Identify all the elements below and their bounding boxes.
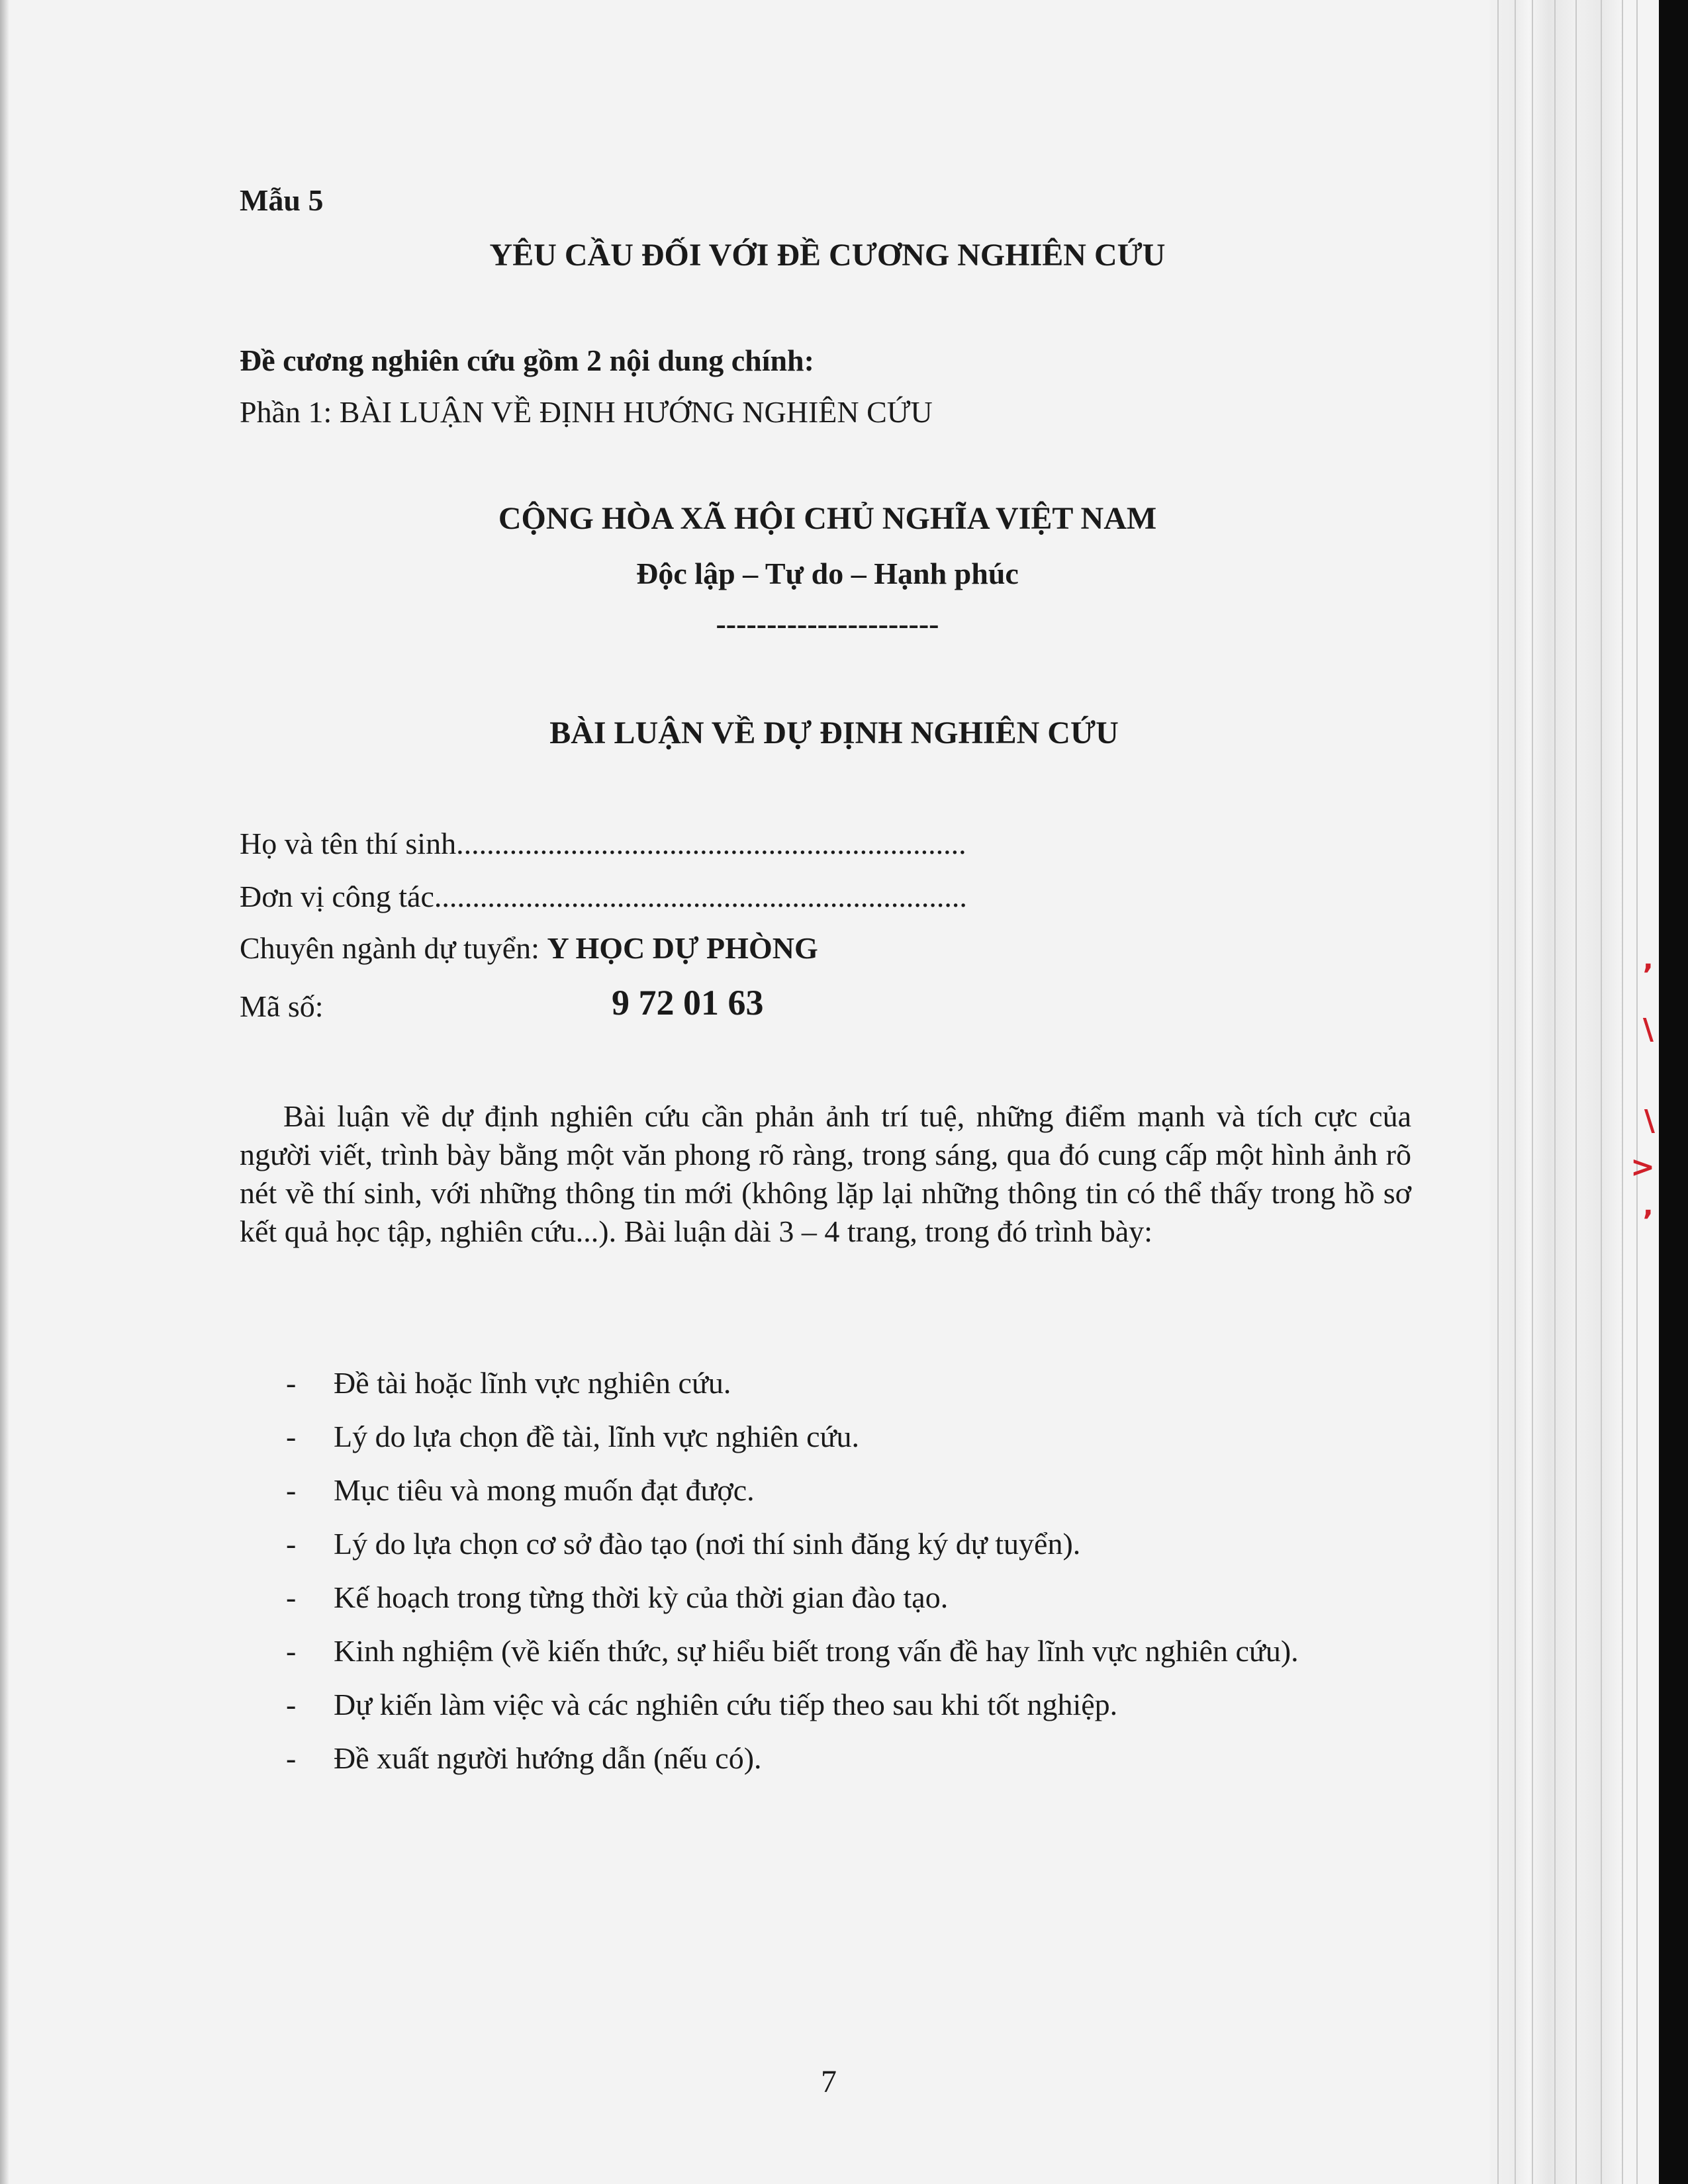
list-item-text: Mục tiêu và mong muốn đạt được.	[334, 1473, 755, 1507]
bullet-dash: -	[286, 1473, 297, 1507]
name-field	[240, 826, 966, 861]
bullet-dash: -	[286, 1420, 297, 1453]
list-item	[286, 1363, 1299, 1417]
list-item-text: Đề tài hoặc lĩnh vực nghiên cứu.	[334, 1366, 731, 1400]
org-field	[240, 879, 967, 914]
code-field-label: Mã số:	[240, 989, 324, 1023]
red-margin-mark: \	[1642, 1013, 1654, 1046]
major-field-value: Y HỌC DỰ PHÒNG	[547, 931, 818, 965]
red-margin-mark: ʼ	[1642, 958, 1654, 992]
requirements-list	[286, 1363, 1299, 1792]
bullet-dash: -	[286, 1527, 297, 1561]
name-field-dots: ...................................................................	[456, 827, 966, 860]
org-field-label: Đơn vị công tác	[240, 880, 434, 913]
list-item-text: Kinh nghiệm (về kiến thức, sự hiểu biết trong vấn đề hay lĩnh vực nghiên cứu).	[334, 1634, 1299, 1668]
list-item	[286, 1471, 1299, 1524]
part1-label: Phần 1: BÀI LUẬN VỀ ĐỊNH HƯỚNG NGHIÊN CỨU	[240, 395, 933, 429]
bullet-dash: -	[286, 1688, 297, 1721]
list-item-text: Lý do lựa chọn cơ sở đào tạo (nơi thí sinh đăng ký dự tuyển).	[334, 1527, 1081, 1561]
outline-intro: Đề cương nghiên cứu gồm 2 nội dung chính:	[240, 343, 814, 377]
red-margin-mark: \	[1644, 1104, 1655, 1138]
republic-heading: CỘNG HÒA XÃ HỘI CHỦ NGHĨA VIỆT NAM	[498, 501, 1157, 536]
list-item	[286, 1739, 1299, 1792]
list-item-text: Đề xuất người hướng dẫn (nếu có).	[334, 1741, 762, 1775]
motto: Độc lập – Tự do – Hạnh phúc	[636, 557, 1019, 590]
list-item	[286, 1685, 1299, 1739]
essay-paragraph: Bài luận về dự định nghiên cứu cần phản ảnh trí tuệ, những điểm mạnh và tích cực của người viết, trình bày bằng một văn phong rõ ràng, trong sáng, qua đó cung cấp một hình ảnh rõ nét về thí sinh, với những thông tin mới (không lặp lại những thông tin có thể thấy trong hồ sơ kết quả học tập, nghiên cứu...). Bài luận dài 3 – 4 trang, trong đó trình bày:	[240, 1099, 1411, 1248]
code-field-value: 9 72 01 63	[612, 983, 764, 1023]
list-item-text: Kế hoạch trong từng thời kỳ của thời gian đào tạo.	[334, 1580, 949, 1614]
major-field	[240, 931, 818, 966]
bullet-dash: -	[286, 1634, 297, 1668]
essay-title: BÀI LUẬN VỀ DỰ ĐỊNH NGHIÊN CỨU	[549, 715, 1119, 751]
list-item	[286, 1417, 1299, 1471]
bullet-dash: -	[286, 1741, 297, 1775]
major-field-label: Chuyên ngành dự tuyển:	[240, 931, 547, 965]
list-item-text: Lý do lựa chọn đề tài, lĩnh vực nghiên cứu.	[334, 1420, 859, 1453]
name-field-label: Họ và tên thí sinh	[240, 827, 457, 860]
separator-line: ----------------------	[716, 607, 939, 641]
list-item	[286, 1524, 1299, 1578]
bullet-dash: -	[286, 1366, 297, 1400]
list-item	[286, 1631, 1299, 1685]
main-title: YÊU CẦU ĐỐI VỚI ĐỀ CƯƠNG NGHIÊN CỨU	[489, 238, 1166, 273]
page-number: 7	[821, 2064, 837, 2099]
list-item-text: Dự kiến làm việc và các nghiên cứu tiếp theo sau khi tốt nghiệp.	[334, 1688, 1118, 1721]
form-label: Mẫu 5	[240, 183, 324, 217]
red-margin-mark: >	[1630, 1150, 1655, 1184]
red-margin-mark: ʼ	[1642, 1205, 1654, 1238]
bullet-dash: -	[286, 1580, 297, 1614]
org-field-dots: ......................................................................	[434, 880, 967, 913]
list-item	[286, 1578, 1299, 1631]
